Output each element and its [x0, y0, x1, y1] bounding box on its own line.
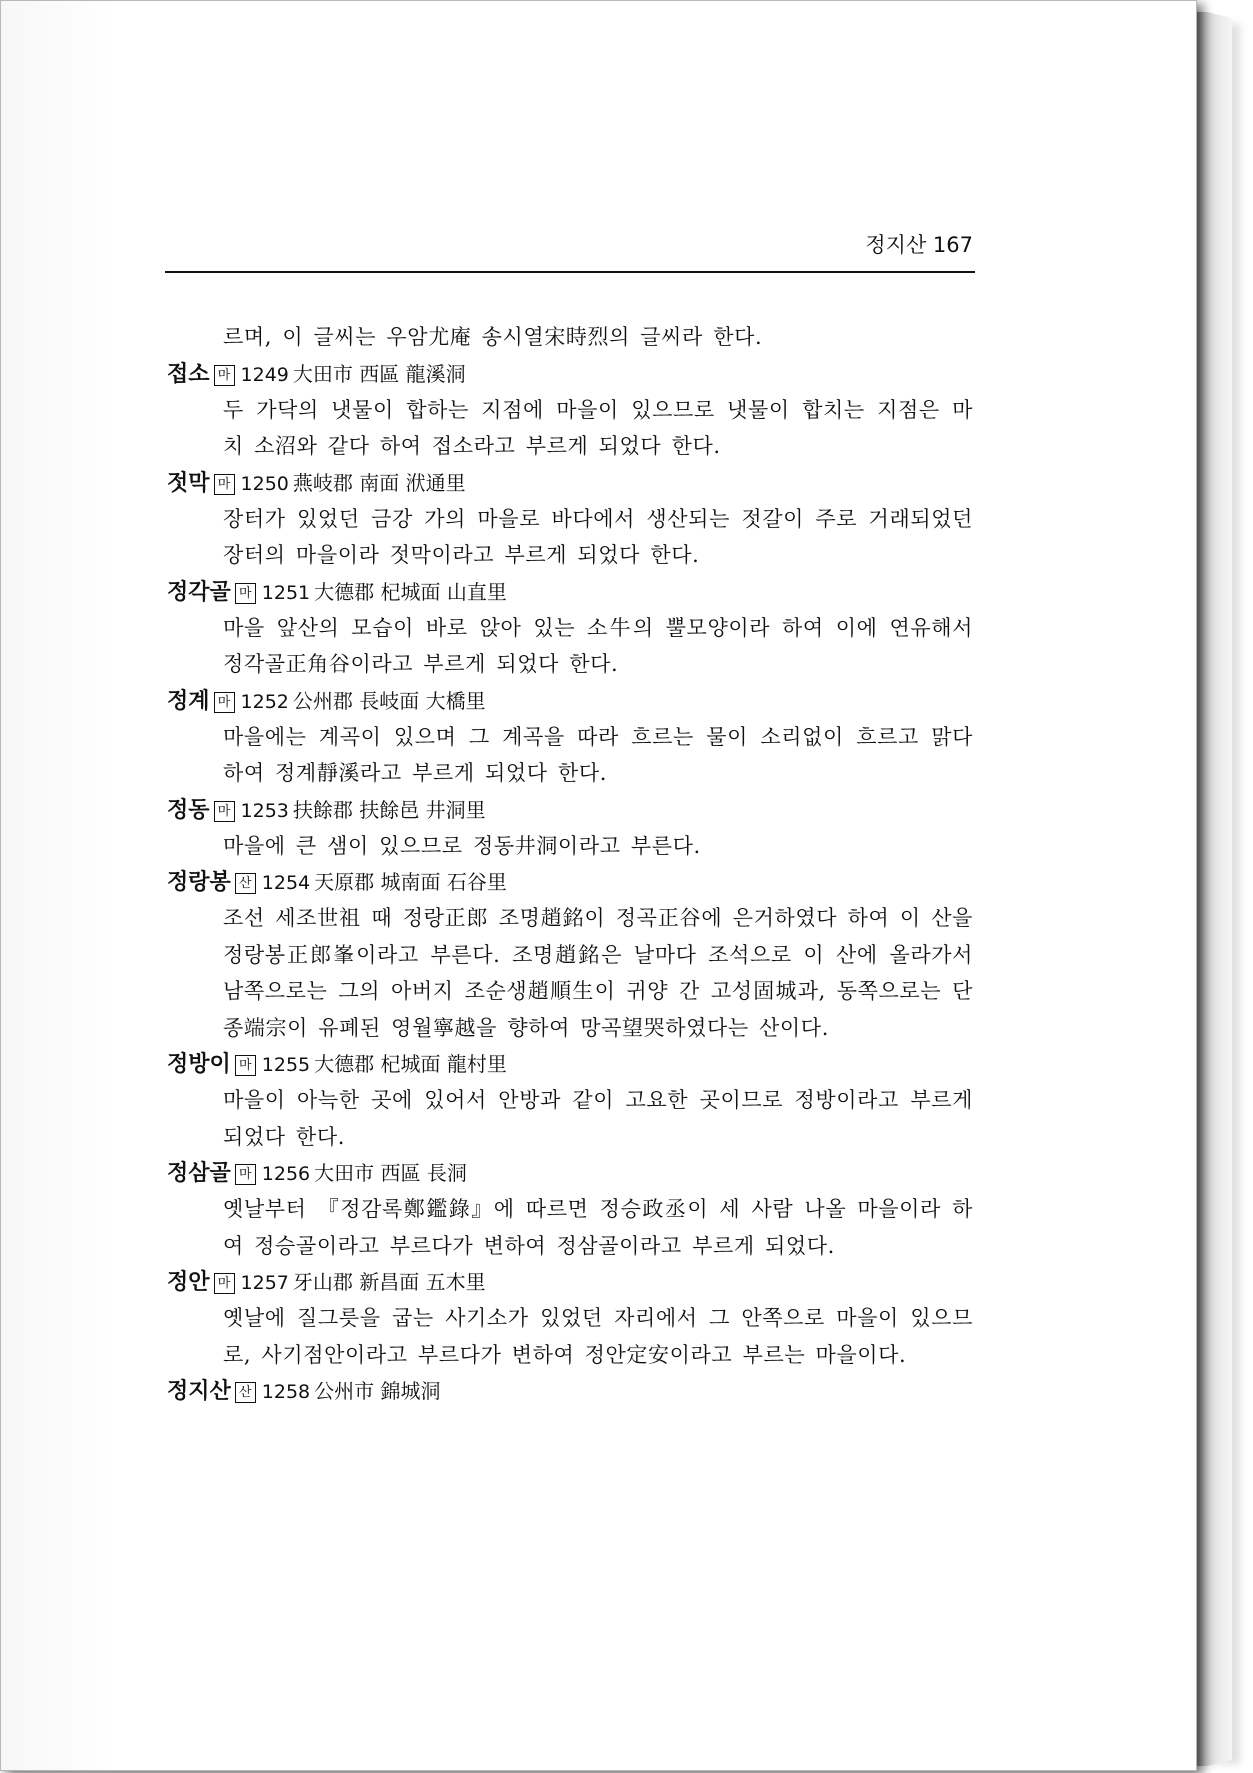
entry-heading: [167, 1264, 977, 1300]
entry-location: 大德郡 杞城面 龍村里: [314, 1052, 507, 1076]
entry-number: 1253: [240, 799, 289, 822]
header-rule: [165, 271, 975, 273]
entry-description: 옛날에 질그릇을 굽는 사기소가 있었던 자리에서 그 안쪽으로 마을이 있으므로, 사기점안이라고 부르다가 변하여 정안定安이라고 부르는 마을이다.: [223, 1306, 973, 1367]
entry-1252: [167, 683, 977, 792]
entry-term: 접소: [167, 361, 210, 387]
entry-1250: [167, 465, 977, 574]
entry-heading: [167, 1155, 977, 1191]
entry-heading: [167, 1373, 977, 1409]
entry-heading: [167, 864, 977, 900]
entry-location: 公州市 錦城洞: [314, 1379, 441, 1403]
category-badge: 마: [214, 692, 235, 713]
category-badge: 마: [235, 583, 256, 604]
entry-1249: [167, 356, 977, 465]
entry-location: 大田市 西區 龍溪洞: [292, 361, 466, 386]
entry-1258: [167, 1373, 977, 1409]
entry-description: 마을이 아늑한 곳에 있어서 안방과 같이 고요한 곳이므로 정방이라고 부르게 되었다 한다.: [223, 1088, 973, 1149]
entry-term: 정계: [167, 688, 210, 714]
entry-heading: [167, 1046, 977, 1082]
entry-description: 장터가 있었던 금강 가의 마을로 바다에서 생산되는 젓갈이 주로 거래되었던 장터의 마을이라 젓막이라고 부르게 되었다 한다.: [223, 506, 973, 567]
entry-location: 大田市 西區 長洞: [314, 1161, 467, 1185]
entry-number: 1251: [261, 581, 311, 604]
entry-description: 마을에는 계곡이 있으며 그 계곡을 따라 흐르는 물이 소리없이 흐르고 맑다 하여 정계靜溪라고 부르게 되었다 한다.: [223, 724, 973, 785]
entry-description: 마을에 큰 샘이 있으므로 정동井洞이라고 부른다.: [223, 833, 701, 858]
entry-location: 牙山郡 新昌面 五木里: [292, 1270, 486, 1294]
entry-1253: [167, 792, 977, 865]
entry-number: 1249: [240, 363, 289, 386]
category-badge: 마: [235, 1164, 256, 1185]
entry-heading: [167, 574, 977, 610]
dictionary-body: [167, 319, 977, 1409]
continued-text: 르며, 이 글씨는 우암尤庵 송시열宋時烈의 글씨라 한다.: [223, 325, 763, 349]
entry-term: 정삼골: [167, 1161, 231, 1186]
entry-description: 마을 앞산의 모습이 바로 앉아 있는 소牛의 뿔모양이라 하여 이에 연유해서 정각골正角谷이라고 부르게 되었다 한다.: [223, 615, 973, 676]
entry-number: 1257: [240, 1272, 289, 1294]
entry-location: 扶餘郡 扶餘邑 井洞里: [292, 797, 486, 822]
entry-location: 天原郡 城南面 石谷里: [314, 870, 507, 894]
entry-term: 정각골: [167, 579, 231, 605]
category-badge: 산: [235, 1382, 256, 1403]
entry-description: 옛날부터 『정감록鄭鑑錄』에 따르면 정승政丞이 세 사람 나올 마을이라 하여 정승골이라고 부르다가 변하여 정삼골이라고 부르게 되었다.: [223, 1197, 973, 1258]
category-badge: 마: [235, 1055, 256, 1076]
entry-term: 정지산: [167, 1379, 231, 1404]
entry-description: 두 가닥의 냇물이 합하는 지점에 마을이 있으므로 냇물이 합치는 지점은 마치 소沼와 같다 하여 접소라고 부르게 되었다 한다.: [223, 397, 973, 458]
entry-term: 젓막: [167, 470, 210, 496]
entry-description: 조선 세조世祖 때 정랑正郎 조명趙銘이 정곡正谷에 은거하였다 하여 이 산을 정랑봉正郎峯이라고 부른다. 조명趙銘은 날마다 조석으로 이 산에 올라가서 남쪽으로는 그의 아버지 조순생趙順生이 귀양 간 고성固城과, 동쪽으로는 단종端宗이 유폐된 영월寧越을 향하여 망곡望哭하였다는 산이다.: [223, 906, 973, 1040]
entry-heading: [167, 792, 977, 828]
entry-number: 1254: [261, 872, 311, 894]
entry-heading: [167, 356, 977, 392]
entry-heading: [167, 683, 977, 719]
gutter-shade: [1, 1, 121, 1772]
entry-number: 1258: [261, 1381, 311, 1403]
category-badge: 산: [235, 873, 256, 894]
category-badge: 마: [214, 801, 235, 822]
category-badge: 마: [214, 1273, 235, 1294]
entry-location: 燕岐郡 南面 洑通里: [292, 470, 466, 495]
entry-location: 公州郡 長岐面 大橋里: [292, 688, 486, 713]
entry-heading: [167, 465, 977, 501]
entry-1257: [167, 1264, 977, 1373]
entry-1255: [167, 1046, 977, 1155]
entry-term: 정랑봉: [167, 870, 231, 895]
entry-number: 1255: [261, 1054, 311, 1076]
entry-term: 정방이: [167, 1052, 231, 1077]
entry-term: 정동: [167, 797, 210, 823]
entry-location: 大德郡 杞城面 山直里: [314, 579, 507, 604]
entry-term: 정안: [167, 1270, 210, 1295]
category-badge: 마: [214, 365, 235, 386]
entry-number: 1250: [240, 472, 289, 495]
page-stack-edge: [1196, 12, 1232, 1766]
entry-1254: [167, 864, 977, 1046]
entry-number: 1256: [261, 1163, 311, 1185]
running-head: 정지산 167: [865, 233, 973, 257]
entry-number: 1252: [240, 690, 289, 713]
category-badge: 마: [214, 474, 235, 495]
entry-1251: [167, 574, 977, 683]
entry-1256: [167, 1155, 977, 1264]
